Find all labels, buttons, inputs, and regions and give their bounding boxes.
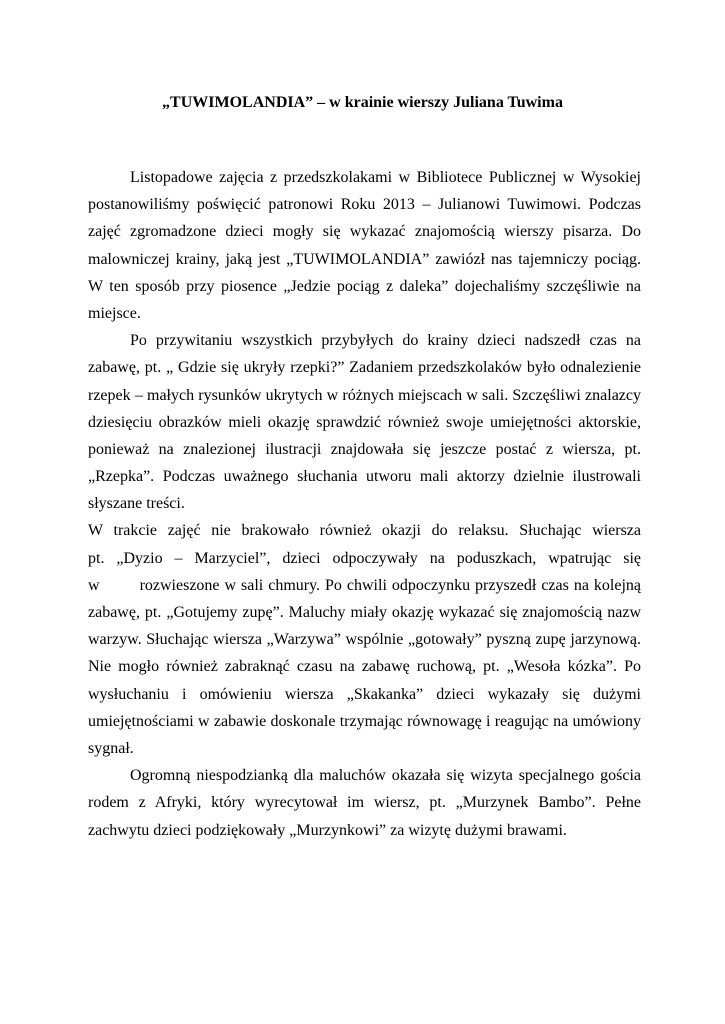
paragraph-4 [88,762,641,844]
document-body [88,164,641,844]
text-line: W trakcie zajęć nie brakowało również okazji do relaksu. Słuchając wiersza [88,522,641,540]
text-line: dziesięciu obrazków mieli okazję sprawdzić również swoje umiejętności aktorskie, [88,413,641,431]
text-line: zabawę, pt. „Gotujemy zupę”. Maluchy miały okazję wykazać się znajomością nazw [88,604,641,621]
text-line: „Rzepka”. Podczas uważnego słuchania utworu mali aktorzy dzielnie ilustrowali [88,468,641,486]
text-line: wysłuchaniu i omówieniu wiersza „Skakanka” dzieci wykazały się dużymi [88,685,641,703]
text-fragment: w [88,576,100,594]
text-line: W ten sposób przy piosence „Jedzie pociąg z daleka” dojechaliśmy szczęśliwie na [88,277,641,295]
text-line: Listopadowe zajęcia z przedszkolakami w Bibliotece Publicznej w Wysokiej [130,169,641,186]
text-line: słyszane treści. [88,495,185,513]
text-line: Ogromną niespodzianką dla maluchów okazała się wizyta specjalnego gościa [130,767,641,785]
text-line: rzepek – małych rysunków ukrytych w różnych miejscach w sali. Szczęśliwi znalazcy [88,386,641,404]
text-line: Po przywitaniu wszystkich przybyłych do krainy dzieci nadszedł czas na [130,332,641,350]
text-line: postanowiliśmy poświęcić patronowi Roku 2013 – Julianowi Tuwimowi. Podczas [88,196,641,214]
text-line: zajęć zgromadzone dzieci mogły się wykazać znajomością wierszy pisarza. Do [88,223,641,241]
text-line: zabawę, pt. „ Gdzie się ukryły rzepki?” Zadaniem przedszkolaków było odnalezienie [88,359,641,377]
paragraph-3 [88,517,641,762]
text-line: rodem z Afryki, który wyrecytował im wiersz, pt. „Murzynek Bambo”. Pełne [88,794,641,812]
text-line: ponieważ na znalezionej ilustracji znajdowała się jeszcze postać z wiersza, pt. [88,440,641,458]
text-line: miejsce. [88,304,141,322]
text-line: malowniczej krainy, jaką jest „TUWIMOLANDIA” zawiózł nas tajemniczy pociąg. [88,250,641,268]
text-line: umiejętnościami w zabawie doskonale trzymając równowagę i reagując na umówiony [88,712,641,730]
text-fragment: rozwieszone w sali chmury. Po chwili odpoczynku przyszedł czas na kolejną [139,576,641,594]
document-title: „TUWIMOLANDIA” – w krainie wierszy Juliana Tuwima [162,94,563,111]
text-line: pt. „Dyzio – Marzyciel”, dzieci odpoczywały na poduszkach, wpatrując się [88,549,641,567]
paragraph-1 [88,164,641,327]
text-line: warzyw. Słuchając wiersza „Warzywa” wspólnie „gotowały” pyszną zupę jarzynową. [88,631,641,649]
paragraph-2 [88,327,641,517]
text-line: Nie mogło również zabraknąć czasu na zabawę ruchową, pt. „Wesoła kózka”. Po [88,658,641,676]
text-line: zachwytu dzieci podziękowały „Murzynkowi” za wizytę dużymi brawami. [88,821,567,839]
text-line-split [88,572,641,599]
text-line: sygnał. [88,739,134,757]
